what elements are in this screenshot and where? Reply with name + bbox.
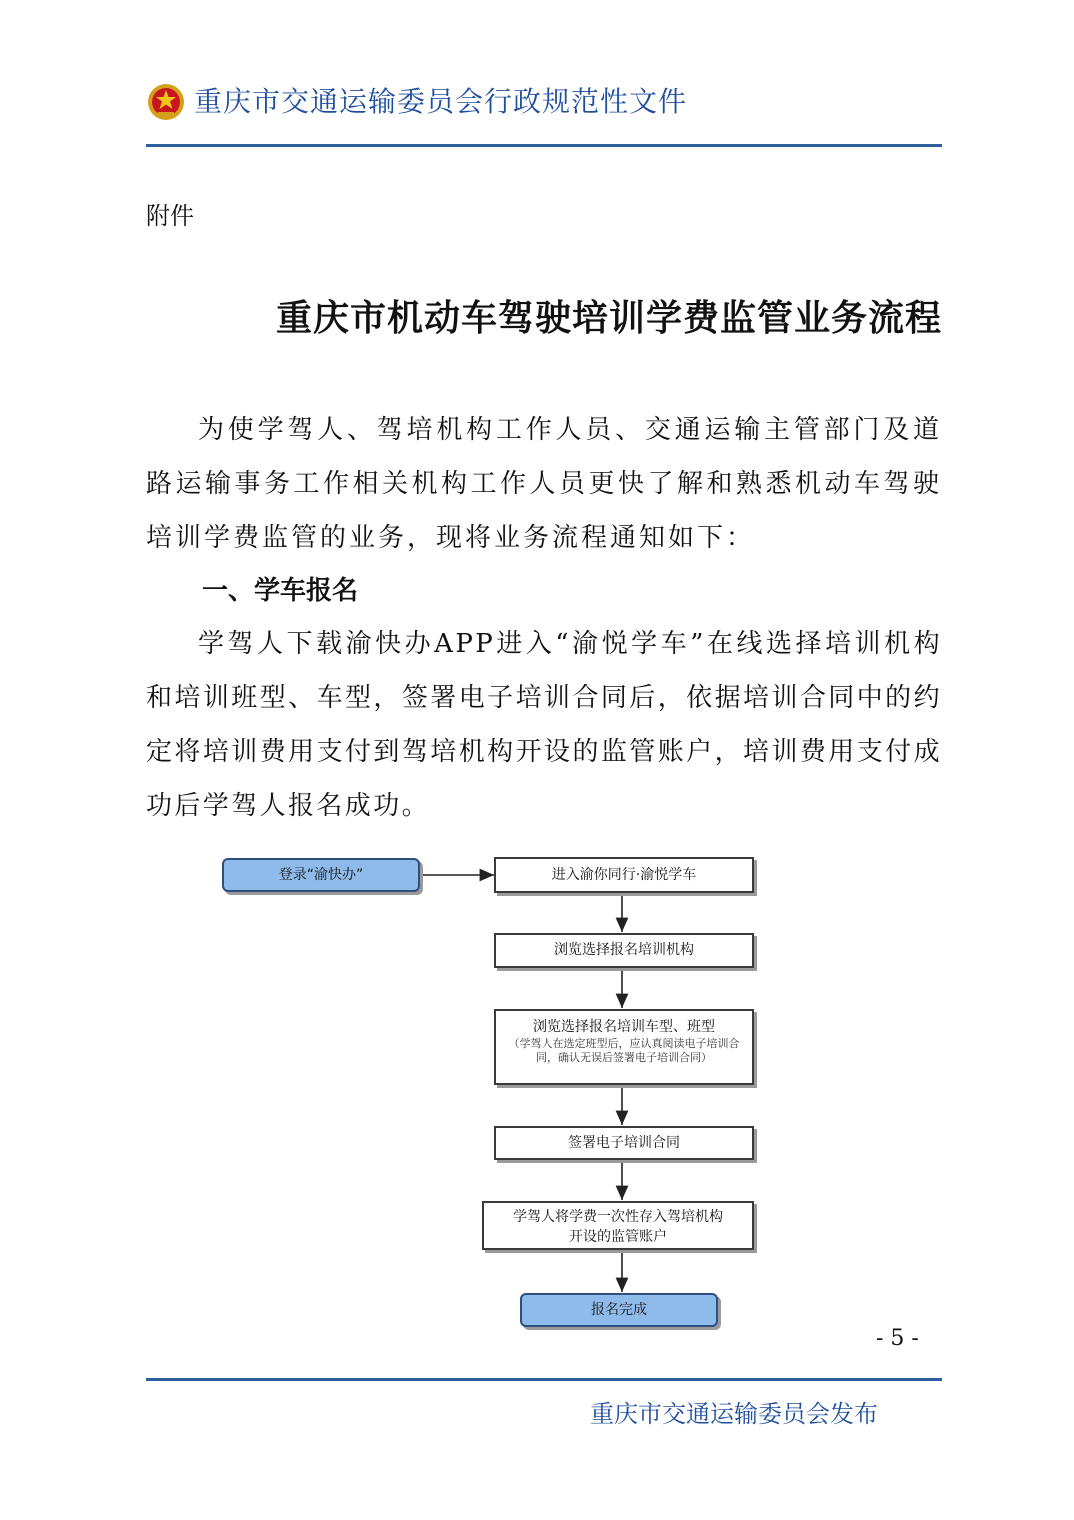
flow-step2-box [494,933,754,968]
section-heading: 一、学车报名 [202,576,359,606]
flow-step5-box [482,1201,754,1250]
national-emblem-icon [146,82,186,122]
flow-step4-box [494,1126,754,1160]
header-divider [146,144,942,147]
flow-step1-label: 进入渝你同行·渝悦学车 [551,867,697,883]
flow-step3-box [494,1009,754,1085]
header-title: 重庆市交通运输委员会行政规范性文件 [194,85,688,118]
flow-done-box [520,1293,718,1327]
page-number: - 5 - [876,1326,919,1351]
footer-publisher: 重庆市交通运输委员会发布 [590,1400,878,1428]
flow-login-label: 登录“渝快办” [278,867,364,883]
flow-step3-label: 浏览选择报名培训车型、班型 [533,1019,715,1035]
footer-divider [146,1378,942,1381]
page-header [146,76,942,148]
flow-step1-box [494,857,754,893]
intro-paragraph: 为使学驾人、驾培机构工作人员、交通运输主管部门及道路运输事务工作相关机构工作人员更快了解和熟悉机动车驾驶培训学费监管的业务，现将业务流程通知如下： [146,415,942,553]
flow-step2-label: 浏览选择报名培训机构 [554,942,694,958]
flow-step5-label: 学驾人将学费一次性存入驾培机构开设的监管账户 [513,1209,723,1245]
flow-done-label: 报名完成 [591,1302,647,1318]
document-title: 重庆市机动车驾驶培训学费监管业务流程 [275,297,942,339]
flow-login-box [222,858,420,892]
attachment-label: 附件 [146,202,194,230]
section-paragraph: 学驾人下载渝快办APP进入“渝悦学车”在线选择培训机构和培训班型、车型，签署电子培训合同后，依据培训合同中的约定将培训费用支付到驾培机构开设的监管账户，培训费用支付成功后学驾人报名成功。 [146,629,942,821]
flow-step3-note: （学驾人在选定班型后，应认真阅读电子培训合同，确认无误后签署电子培训合同） [508,1037,740,1064]
flow-step4-label: 签署电子培训合同 [568,1135,680,1151]
